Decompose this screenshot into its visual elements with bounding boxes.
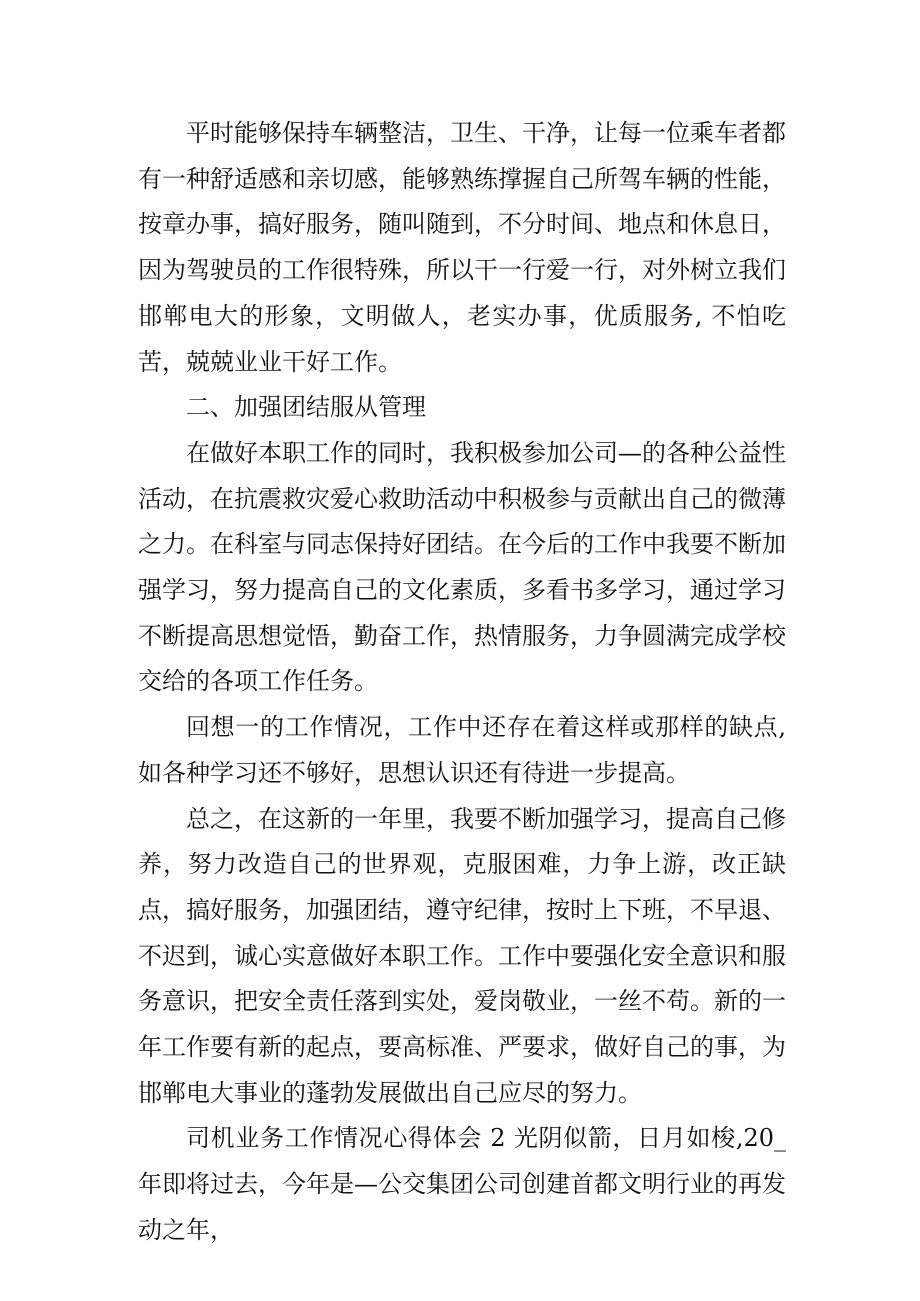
paragraph-public-welfare: 在做好本职工作的同时，我积极参加公司—的各种公益性活动，在抗震救灾爱心救助活动中积极参与贡献出自己的微薄之力。在科室与同志保持好团结。在今后的工作中我要不断加强学习，努力提高自己的文化素质，多看书多学习，通过学习不断提高思想觉悟，勤奋工作，热情服务，力争圆满完成学校交给的各项工作任务。 xyxy=(138,438,786,696)
paragraph-summary: 总之，在这新的一年里，我要不断加强学习，提高自己修养，努力改造自己的世界观，克服困难，力争上游，改正缺点，搞好服务，加强团结，遵守纪律，按时上下班，不早退、不迟到，诚心实意做好本职工作。工作中要强化安全意识和服务意识，把安全责任落到实处，爱岗敬业，一丝不苟。新的一年工作要有新的起点，要高标准、严要求，做好自己的事，为邯郸电大事业的蓬勃发展做出自己应尽的努力。 xyxy=(138,804,786,1107)
paragraph-vehicle-care: 平时能够保持车辆整洁，卫生、干净，让每一位乘车者都有一种舒适感和亲切感，能够熟练撑握自己所驾车辆的性能，按章办事，搞好服务，随叫随到，不分时间、地点和休息日，因为驾驶员的工作很特殊，所以干一行爱一行，对外树立我们邯郸电大的形象，文明做人，老实办事，优质服务, 不怕吃苦，兢兢业业干好工作。 xyxy=(138,119,786,376)
section-heading-unity: 二、加强团结服从管理 xyxy=(186,393,426,422)
paragraph-reflection: 回想一的工作情况，工作中还存在着这样或那样的缺点, 如各种学习还不够好，思想认识还有待进一步提高。 xyxy=(138,713,786,787)
paragraph-driver-experience: 司机业务工作情况心得体会 2 光阴似箭，日月如梭,20_年即将过去，今年是—公交集团公司创建首都文明行业的再发动之年， xyxy=(138,1124,786,1244)
document-body xyxy=(138,111,786,1254)
